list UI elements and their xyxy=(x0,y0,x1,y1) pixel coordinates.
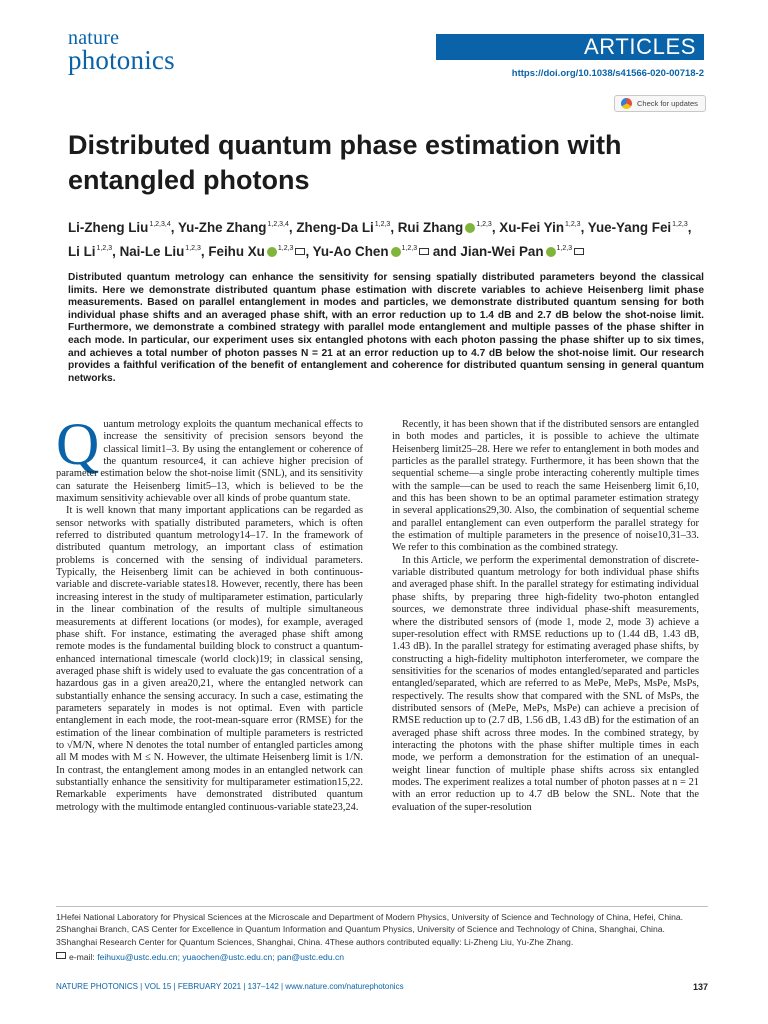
author-name[interactable]: Feihu Xu $^{1,2,3}$ xyxy=(208,244,305,259)
author-joiner: and xyxy=(432,244,457,259)
envelope-icon[interactable] xyxy=(295,248,305,255)
author-name[interactable]: Rui Zhang $^{1,2,3}$ xyxy=(397,220,492,235)
author-name[interactable]: Jian-Wei Pan $^{1,2,3}$ xyxy=(460,244,584,259)
author-name[interactable]: Yu-Ao Chen $^{1,2,3}$ xyxy=(313,244,429,259)
body-paragraph: Recently, it has been shown that if the distributed sensors are entangled in both modes and particles, it is possible to achieve the ultimate Heisenberg limit25–28. Here we refer to entanglement in both modes and particles as the parallel strategy. Furthermore, it has been shown that the sequential scheme—a single probe interacting coherently multiple times with the sample—can be used to reach the same Heisenberg limit 6,10, and this has been shown to be an optimal parameter estimation strategy in several applications29,30. Also, the combination of sequential scheme and parallel entanglement can even outperform the parallel strategy for the estimation of multiple parameters in the presence of noise10,31–33. We refer to this combination as the combined strategy. xyxy=(392,419,699,554)
author-name[interactable]: Yue-Yang Fei$^{1,2,3}$ xyxy=(587,220,688,235)
envelope-icon xyxy=(56,952,66,959)
orcid-icon[interactable] xyxy=(546,247,556,257)
crossmark-icon xyxy=(621,98,632,109)
body-column-right xyxy=(392,419,699,814)
email-line xyxy=(56,952,344,962)
journal-name-line2: photonics xyxy=(68,45,175,75)
body-column-left xyxy=(56,411,363,814)
body-paragraph: uantum metrology exploits the quantum mechanical effects to increase the sensitivity of precision sensors beyond the classical limit1–3. By using the entanglement or coherence of the quantum resource4, it can achieve higher precision of parameter estimation below the shot-noise limit (SNL), and its sensitivity can saturate the Heisenberg limit5–13, which is believed to be the maximum sensitivity achievable over all kinds of probe quantum state. xyxy=(56,419,363,505)
author-name[interactable]: Zheng-Da Li$^{1,2,3}$ xyxy=(296,220,391,235)
page-footer xyxy=(56,982,708,991)
journal-name-line1: nature xyxy=(68,27,120,49)
author-name[interactable]: Nai-Le Liu$^{1,2,3}$ xyxy=(119,244,201,259)
orcid-icon[interactable] xyxy=(267,247,277,257)
author-name[interactable]: Li-Zheng Liu$^{1,2,3,4}$ xyxy=(68,220,171,235)
author-name[interactable]: Yu-Zhe Zhang$^{1,2,3,4}$ xyxy=(177,220,289,235)
footer-citation[interactable]: NATURE PHOTONICS | VOL 15 | FEBRUARY 2021 | 137–142 | www.nature.com/naturephotonics xyxy=(56,982,404,991)
orcid-icon[interactable] xyxy=(465,223,475,233)
author-name[interactable]: Li Li$^{1,2,3}$ xyxy=(68,244,113,259)
doi-link[interactable]: https://doi.org/10.1038/s41566-020-00718-2 xyxy=(511,68,704,79)
orcid-icon[interactable] xyxy=(391,247,401,257)
email-addresses[interactable]: feihuxu@ustc.edu.cn; yuaochen@ustc.edu.cn; pan@ustc.edu.cn xyxy=(97,952,345,962)
abstract: Distributed quantum metrology can enhance the sensitivity for sensing spatially distributed parameters beyond the classical limits. Here we demonstrate distributed quantum phase estimation with discrete variables to achieve Heisenberg limit phase measurements. Based on parallel entanglement in modes and particles, we demonstrate distributed quantum sensing for both individual phase shifts and an averaged phase shift, with an error reduction up to 1.4 dB and 2.7 dB below the shot-noise limit. Furthermore, we demonstrate a combined strategy with parallel mode entanglement and multiple passes of the phase shifter in each mode. In particular, our experiment uses six entangled photons with each photon passing the phase shifter up to six times, and achieves a total number of photon passes N = 21 at an error reduction up to 4.7 dB below the shot-noise limit. Our research provides a faithful verification of the benefit of entanglement and coherence for distributed quantum sensing in general quantum networks. xyxy=(68,272,704,384)
author-list: Li-Zheng Liu$^{1,2,3,4}$, Yu-Zhe Zhang$^{1,2,3,4}$, Zheng-Da Li$^{1,2,3}$, Rui Zhang $^{1,2,3}$, Xu-Fei Yin$^{1,2,3}$, Yue-Yang Fei$^{1,2,3}$, Li Li$^{1,2,3}$, Nai-Le Liu$^{1,2,3}$, Feihu Xu $^{1,2,3}$ , Yu-Ao Chen $^{1,2,3}$ and Jian-Wei Pan $^{1,2,3}$ xyxy=(68,220,692,259)
envelope-icon[interactable] xyxy=(419,248,429,255)
check-updates-label: Check for updates xyxy=(637,99,698,108)
body-paragraph: In this Article, we perform the experimental demonstration of discrete-variable distributed quantum metrology for both individual phase shifts and averaged phase shift. In the parallel strategy for estimating individual phase shifts, by preparing three high-fidelity two-photon entangled sources, we demonstrate three individual phase-shift measurements, where the distributed sensors of (mode 1, mode 2, mode 3) achieve a super-resolution effect with RMSE reductions up to (1.44 dB, 1.43 dB, 1.43 dB). In the parallel strategy for estimating averaged phase shifts, by constructing a high-fidelity multiphoton interferometer, we compare the sensitivities for the scenarios of modes entangled/separated and particles entangled/separated, which are referred to as MePe, MePs, MsPe, MsPs, respectively. The results show that compared with the SNL of MsPs, the distributed sensors of (MePe, MePs, MsPe) can achieve a precision of RMSE reduction up to (2.7 dB, 1.56 dB, 1.43 dB) for the estimation of an averaged phase shift across three modes. In the combined strategy, by interacting the photons with the phase shifter multiple times in each mode, we perform a demonstration for the estimation of an unequal-weight linear function of multiple phase shifts across six entangled modes. The experiment realizes a total number of photon passes at n = 21 with an error reduction up to 4.7 dB below the SNL. Note that the evaluation of the super-resolution xyxy=(392,554,699,813)
page-number: 137 xyxy=(692,982,708,992)
email-label: e-mail: xyxy=(69,952,95,962)
section-banner: ARTICLES xyxy=(436,34,704,60)
drop-cap: Q xyxy=(56,411,100,477)
journal-logo[interactable] xyxy=(68,28,175,74)
footnote-divider xyxy=(56,906,708,907)
author-name[interactable]: Xu-Fei Yin$^{1,2,3}$ xyxy=(499,220,581,235)
article-title: Distributed quantum phase estimation with entangled photons xyxy=(68,130,622,195)
check-updates-button[interactable] xyxy=(614,95,706,112)
body-paragraph: It is well known that many important applications can be regarded as sensor networks with spatially distributed parameters, which is often referred to distributed quantum metrology14–17. In the framework of distributed quantum metrology, an important class of estimation problems is concerned with the sensing of individual parameters. Typically, the Heisenberg limit can be achieved in both continuous-variable and discrete-variable states18. However, recently, there has been increasing interest in the study of multiparameter estimation, particularly in the linear combination of the results of multiple simultaneous measurements at different locations (or modes), for example, averaged phase shift. For instance, estimating the averaged phase shift among remote modes is the fundamental building block to construct a quantum-enhanced international timescale (world clock)19; in classical sensing, averaged phase shift is widely used to evaluate the gas concentration of a hazardous gas in a given area20,21, where the entangled network can substantially enhance the sensing accuracy. In such a case, estimating the parameters separately in modes is not optimal. Even with particle entanglement in each mode, the root-mean-square error (RMSE) for the estimation of the linear combination of multiple parameters is restricted to √M/N, where N denotes the total number of entangled particles among all M modes with M ≤ N. However, the ultimate Heisenberg limit is 1/N. In contrast, the entanglement among modes in an entangled network can substantially enhance the sensitivity for multiparameter estimation15,22. Remarkable experiments have demonstrated distributed quantum metrology with the multimode entangled continuous-variable state23,24. xyxy=(56,505,363,813)
affiliations: 1Hefei National Laboratory for Physical Sciences at the Microscale and Department of Modern Physics, University of Science and Technology of China, Hefei, China. 2Shanghai Branch, CAS Center for Excellence in Quantum Information and Quantum Physics, University of Science and Technology of China, Shanghai, China. 3Shanghai Research Center for Quantum Sciences, Shanghai, China. 4These authors contributed equally: Li-Zheng Liu, Yu-Zhe Zhang. xyxy=(56,912,684,947)
envelope-icon[interactable] xyxy=(574,248,584,255)
